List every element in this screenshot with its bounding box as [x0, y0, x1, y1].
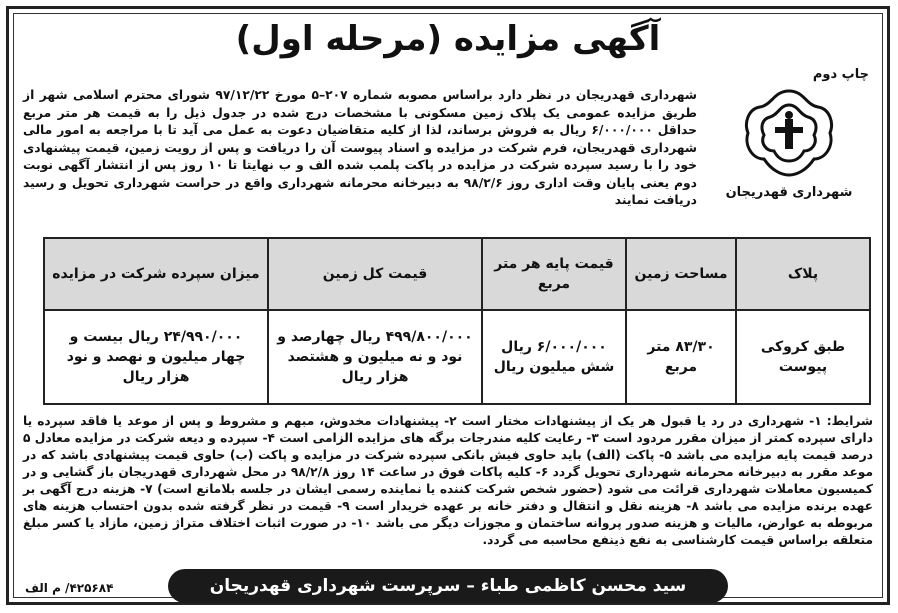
table-header: قیمت کل زمین: [268, 238, 482, 310]
notice-frame: [6, 6, 890, 605]
intro-paragraph: شهرداری قهدریجان در نظر دارد براساس مصوبه شماره ۲۰۷–۵ مورخ ۹۷/۱۲/۲۲ شورای محترم اسلامی شهر از طریق مزایده عمومی یک پلاک زمین مسکونی با مشخصات درج شده در جدول ذیل را به قیمت هر متر مربع حداقل ۶/۰۰۰/۰۰۰ ریال به فروش برساند، لذا از کلیه متقاضیان دعوت به عمل می آید تا با مراجعه به امور مالی شهرداری قهدریجان، فرم شرکت در مزایده و اسناد پیوست آن را دریافت و پس از رویت زمین، قیمت پیشنهادی خود را با رسید سپرده شرکت در مزایده در پاکت پلمب شده الف و ب نهایتا تا ۱۰ روز پس از انتشار آگهی نوبت دوم یعنی پایان وقت اداری روز ۹۸/۲/۶ به دبیرخانه محرمانه شهرداری واقع در حراست شهرداری تحویل و رسید دریافت نمایند: [23, 88, 698, 207]
logo-emblem-icon: [734, 83, 844, 183]
notice-title: آگهی مزایده (مرحله اول): [235, 19, 661, 59]
table-header-row: [44, 238, 870, 310]
auction-table: [43, 237, 871, 405]
conditions-paragraph: شرایط: ۱- شهرداری در رد یا قبول هر یک از پیشنهادات مختار است ۲- پیشنهادات مخدوش، مبهم و مشروط و پس از موعد یا فاقد سپرده یا دارای سپرده کمتر از میزان مقرر مردود است ۳- رعایت کلیه مندرجات برگه های مزایده الزامی است ۴- سپرده و دیعه شرکت در مزایده معادل ۵ درصد قیمت پایه مزایده می باشد ۵- پاکت (الف) باید حاوی فیش بانکی سپرده شرکت در مزایده و پاکت (ب) حاوی قیمت پیشنهادی باشد که در موعد مقرر به دبیرخانه محرمانه شهرداری تحویل گردد ۶- کلیه پاکات فوق در ساعت ۱۴ روز ۹۸/۲/۸ در محل شهرداری قهدریجان باز گشایی و در کمیسیون معاملات شهرداری قرائت می شود (حضور شخص شرکت کننده یا نماینده رسمی ایشان در جلسه بلامانع است) ۷- هزینه درج آگهی بر عهده برنده مزایده می باشد ۸- هزینه نقل و انتقال و دفتر خانه بر عهده خریدار است ۹- قیمت در نظر گرفته شده بدون احتساب هزینه های مربوطه به عوارض، مالیات و هزینه صدور پروانه ساختمان و مجوزات دیگر می باشد ۱۰- در صورت اثبات اختلاف متراژ زمین، مازاد یا کسر مبلغ متعلقه براساس قیمت کارشناسی به نفع ذینفع محاسبه می گردد.: [23, 414, 874, 547]
table-cell-deposit: ۲۴/۹۹۰/۰۰۰ ریال بیست و چهار میلیون و نهصد و نود هزار ریال: [44, 310, 268, 404]
table-row: [44, 310, 870, 404]
title-block: [9, 17, 887, 61]
table-header: قیمت پایه هر متر مربع: [482, 238, 626, 310]
municipality-logo: [705, 83, 873, 213]
table-cell-base-price: ۶/۰۰۰/۰۰۰ ریال شش میلیون ریال: [482, 310, 626, 404]
table-header: مساحت زمین: [626, 238, 736, 310]
signature-banner: سید محسن کاظمی طباء – سرپرست شهرداری قهدریجان: [168, 569, 728, 603]
logo-caption: شهرداری قهدریجان: [725, 185, 853, 200]
table-cell-total-price: ۴۹۹/۸۰۰/۰۰۰ ریال چهارصد و نود و نه میلیون و هشتصد هزار ریال: [268, 310, 482, 404]
table-cell-area: ۸۳/۳۰ متر مربع: [626, 310, 736, 404]
reprint-label: چاپ دوم: [812, 67, 869, 82]
table-cell-plot: طبق کروکی پیوست: [736, 310, 870, 404]
table-header: پلاک: [736, 238, 870, 310]
table-header: میزان سپرده شرکت در مزایده: [44, 238, 268, 310]
publication-code: ۴۲۵۶۸۴/ م الف: [25, 581, 114, 595]
